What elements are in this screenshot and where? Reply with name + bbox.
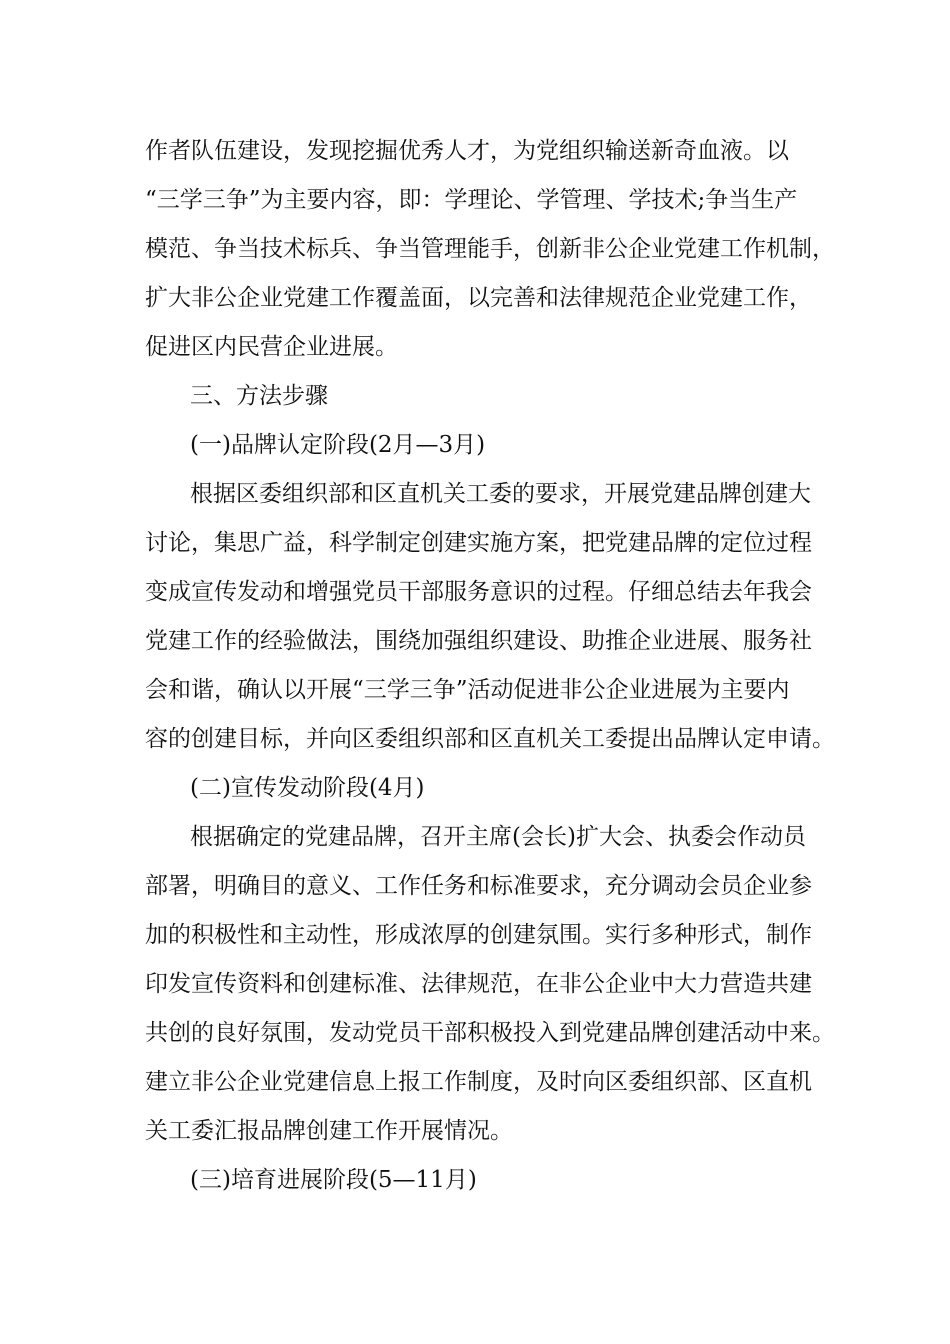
text-line bbox=[0, 330, 950, 364]
text-line bbox=[0, 673, 950, 707]
text-line-content: 作者队伍建设，发现挖掘优秀人才，为党组织输送新奇血液。以 bbox=[145, 138, 789, 164]
text-line-content: 扩大非公企业党建工作覆盖面，以完善和法律规范企业党建工作， bbox=[145, 285, 812, 311]
text-line bbox=[0, 526, 950, 560]
text-line-content: 建立非公企业党建信息上报工作制度，及时向区委组织部、区直机 bbox=[145, 1069, 812, 1095]
text-line-content: 共创的良好氛围，发动党员干部积极投入到党建品牌创建活动中来。 bbox=[145, 1020, 835, 1046]
text-line-content: 模范、争当技术标兵、争当管理能手，创新非公企业党建工作机制， bbox=[145, 236, 835, 262]
subsection-heading bbox=[0, 771, 950, 805]
text-line-content: 加的积极性和主动性，形成浓厚的创建氛围。实行多种形式，制作 bbox=[145, 922, 812, 948]
text-line-content: 根据区委组织部和区直机关工委的要求，开展党建品牌创建大 bbox=[190, 481, 811, 507]
text-line bbox=[0, 967, 950, 1001]
text-line bbox=[0, 183, 950, 217]
text-line-content: 讨论，集思广益，科学制定创建实施方案，把党建品牌的定位过程 bbox=[145, 530, 812, 556]
text-line bbox=[0, 624, 950, 658]
text-line bbox=[0, 820, 950, 854]
text-line bbox=[0, 1114, 950, 1148]
subsection-heading bbox=[0, 1163, 950, 1197]
text-line bbox=[0, 134, 950, 168]
section-heading-text: 三、方法步骤 bbox=[190, 383, 328, 409]
text-line bbox=[0, 477, 950, 511]
text-line bbox=[0, 232, 950, 266]
text-line-content: 会和谐，确认以开展“三学三争”活动促进非公企业进展为主要内 bbox=[145, 677, 790, 703]
text-line-content: “三学三争”为主要内容，即：学理论、学管理、学技术;争当生产 bbox=[145, 187, 798, 213]
subsection-heading-text: (三)培育进展阶段(5—11月) bbox=[190, 1167, 477, 1193]
text-line-content: 变成宣传发动和增强党员干部服务意识的过程。仔细总结去年我会 bbox=[145, 579, 812, 605]
text-line-content: 容的创建目标，并向区委组织部和区直机关工委提出品牌认定申请。 bbox=[145, 726, 835, 752]
text-line bbox=[0, 281, 950, 315]
section-heading bbox=[0, 379, 950, 413]
text-line-content: 关工委汇报品牌创建工作开展情况。 bbox=[145, 1118, 513, 1144]
subsection-heading-text: (二)宣传发动阶段(4月) bbox=[190, 775, 425, 801]
text-line-content: 党建工作的经验做法，围绕加强组织建设、助推企业进展、服务社 bbox=[145, 628, 812, 654]
text-line bbox=[0, 1065, 950, 1099]
text-line-content: 部署，明确目的意义、工作任务和标准要求，充分调动会员企业参 bbox=[145, 873, 812, 899]
subsection-heading-text: (一)品牌认定阶段(2月—3月) bbox=[190, 432, 486, 458]
text-line bbox=[0, 1016, 950, 1050]
text-line bbox=[0, 869, 950, 903]
subsection-heading bbox=[0, 428, 950, 462]
text-line bbox=[0, 722, 950, 756]
text-line-content: 促进区内民营企业进展。 bbox=[145, 334, 398, 360]
text-line-content: 印发宣传资料和创建标准、法律规范，在非公企业中大力营造共建 bbox=[145, 971, 812, 997]
text-line bbox=[0, 575, 950, 609]
text-line bbox=[0, 918, 950, 952]
text-line-content: 根据确定的党建品牌，召开主席(会长)扩大会、执委会作动员 bbox=[190, 824, 806, 850]
